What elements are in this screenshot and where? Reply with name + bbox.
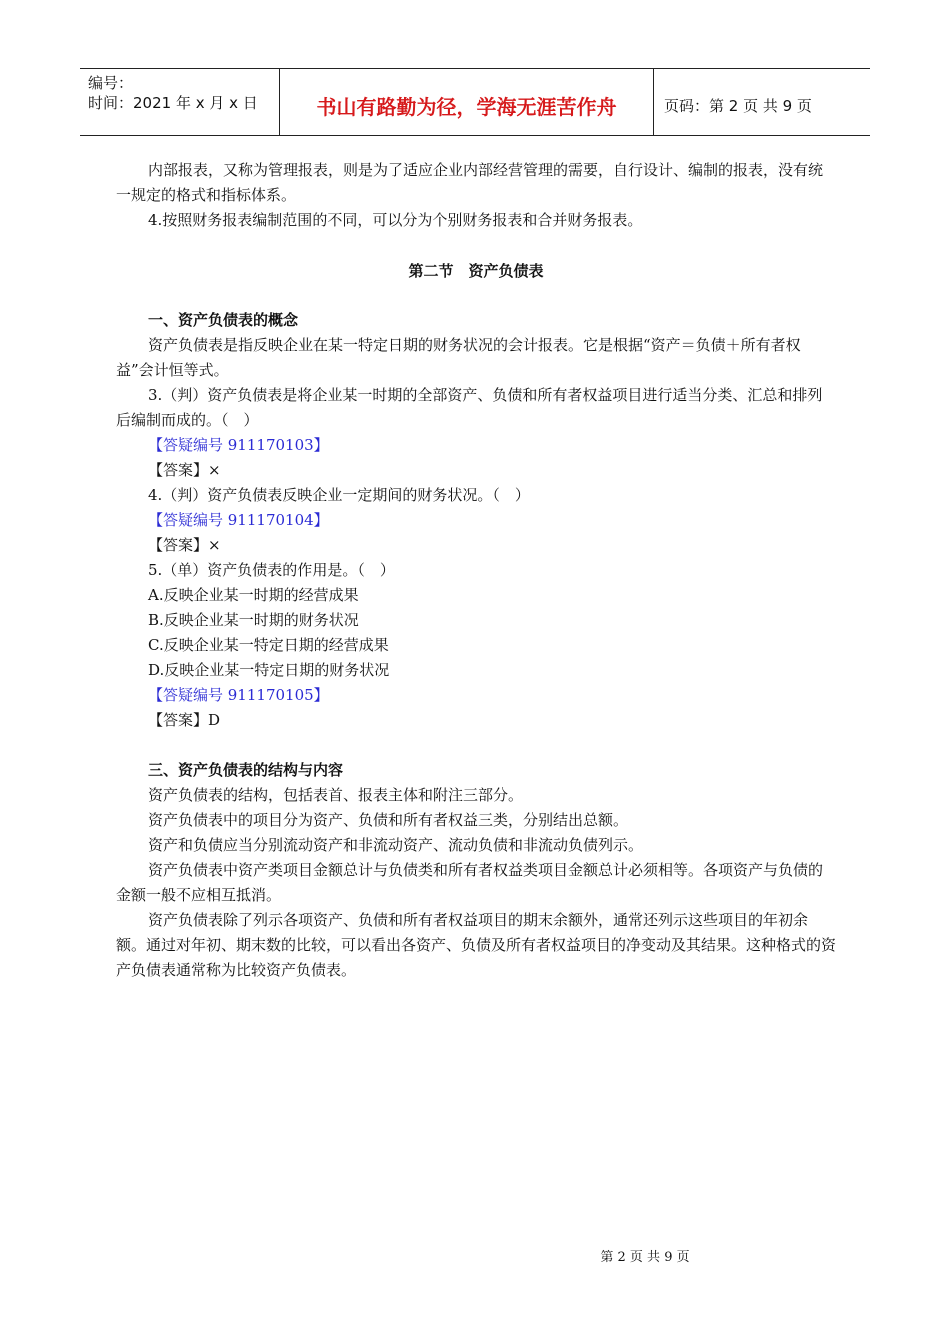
- paragraph-structure-2: 资产负债表中的项目分为资产、负债和所有者权益三类，分别结出总额。: [148, 811, 629, 829]
- header-meta: [80, 69, 280, 135]
- question-3-ref-link[interactable]: 【答疑编号 911170103】: [148, 436, 329, 454]
- page-header: [80, 68, 870, 136]
- question-5-option-d: D.反映企业某一特定日期的财务状况: [148, 661, 390, 679]
- question-4-answer: 【答案】×: [148, 536, 221, 554]
- paragraph-structure-3: 资产和负债应当分别流动资产和非流动资产、流动负债和非流动负债列示。: [148, 836, 644, 854]
- heading-concept: 一、资产负债表的概念: [148, 311, 299, 329]
- paragraph-structure-5: 资产负债表除了列示各项资产、负债和所有者权益项目的期末余额外，通常还列示这些项目的年初余额。通过对年初、期末数的比较，可以看出各资产、负债及所有者权益项目的净变动及其结果。这种格式的资产负债表通常称为比较资产负债表。: [116, 911, 837, 979]
- header-motto: 书山有路勤为径，学海无涯苦作舟: [280, 69, 654, 135]
- header-page-info: 页码：第 2 页 共 9 页: [664, 96, 812, 115]
- paragraph-structure-4: 资产负债表中资产类项目金额总计与负债类和所有者权益类项目金额总计必须相等。各项资产与负债的金额一般不应相互抵消。: [116, 861, 824, 904]
- header-number-label: 编号：: [88, 74, 134, 92]
- question-4: 4.（判）资产负债表反映企业一定期间的财务状况。（ ）: [148, 486, 530, 504]
- heading-structure: 三、资产负债表的结构与内容: [148, 761, 344, 779]
- document-body: [116, 158, 836, 983]
- question-3-answer: 【答案】×: [148, 461, 221, 479]
- question-3: 3.（判）资产负债表是将企业某一时期的全部资产、负债和所有者权益项目进行适当分类、汇总和排列后编制而成的。（ ）: [116, 386, 823, 429]
- question-5-option-b: B.反映企业某一时期的财务状况: [148, 611, 359, 629]
- paragraph-structure-1: 资产负债表的结构，包括表首、报表主体和附注三部分。: [148, 786, 524, 804]
- question-5: 5.（单）资产负债表的作用是。（ ）: [148, 561, 395, 579]
- question-5-answer: 【答案】D: [148, 711, 221, 729]
- section-title: 第二节 资产负债表: [408, 262, 544, 280]
- question-4-ref-link[interactable]: 【答疑编号 911170104】: [148, 511, 329, 529]
- question-5-option-a: A.反映企业某一时期的经营成果: [148, 586, 359, 604]
- paragraph-internal-report: 内部报表，又称为管理报表，则是为了适应企业内部经营管理的需要，自行设计、编制的报表，没有统一规定的格式和指标体系。: [116, 161, 824, 204]
- question-5-option-c: C.反映企业某一特定日期的经营成果: [148, 636, 389, 654]
- paragraph-concept: 资产负债表是指反映企业在某一特定日期的财务状况的会计报表。它是根据“资产＝负债＋所有者权益”会计恒等式。: [116, 336, 801, 379]
- page-footer: 第 2 页 共 9 页: [600, 1250, 690, 1265]
- header-time-label: 时间：2021 年 x 月 x 日: [88, 94, 258, 112]
- question-5-ref-link[interactable]: 【答疑编号 911170105】: [148, 686, 329, 704]
- paragraph-scope: 4.按照财务报表编制范围的不同，可以分为个别财务报表和合并财务报表。: [148, 211, 643, 229]
